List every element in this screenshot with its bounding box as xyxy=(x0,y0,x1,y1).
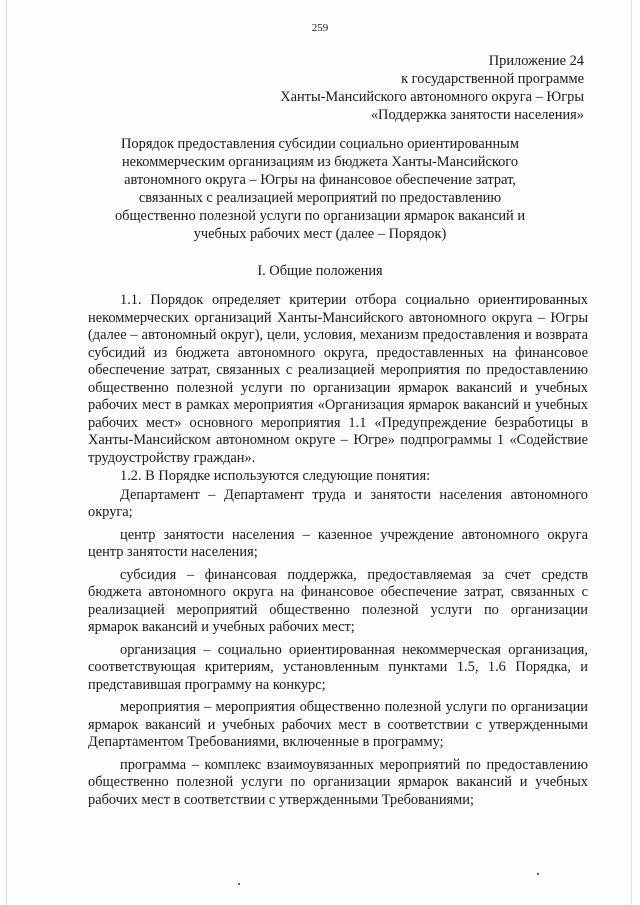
definition-subsidy: субсидия – финансовая поддержка, предоставляемая за счет средств бюджета автономного округа на финансовое обеспечение затрат, связанных с реализацией мероприятий общественно полезной услуги по организации ярмарок вакансий и учебных рабочих мест; xyxy=(88,566,588,635)
definition-activities: мероприятия – мероприятия общественно полезной услуги по организации ярмарок вакансий и учебных рабочих мест в соответствии с утвержденными Департаментом Требованиями, включенные в программу; xyxy=(88,699,588,750)
definition-organization: организация – социально ориентированная некоммерческая организация, соответствующая критериям, установленным пунктами 1.5, 1.6 Порядка, и представившая программу на конкурс; xyxy=(88,641,588,693)
appendix-line-4: «Поддержка занятости населения» xyxy=(370,107,584,123)
appendix-line-3: Ханты-Мансийского автономного округа – Югры xyxy=(280,89,584,105)
scan-edge-right xyxy=(631,0,632,905)
definition-employment-center: центр занятости населения – казенное учреждение автономного округа центр занятости населения; xyxy=(88,526,588,560)
appendix-header xyxy=(280,52,584,124)
section-heading: I. Общие положения xyxy=(257,263,383,279)
definition-program: программа – комплекс взаимоувязанных мероприятий по предоставлению общественно полезной услуги по организации ярмарок вакансий и учебных рабочих мест в соответствии с утвержденными Требованиями; xyxy=(88,756,588,808)
document-title: Порядок предоставления субсидии социально ориентированным некоммерческим организациям из бюджета Ханты-Мансийского автономного округа – Югры на финансовое обеспечение затрат, связанных с реализацией мероприятий по предоставлению общественно полезной услуги по организации ярмарок вакансий и учебных рабочих мест (далее – Порядок) xyxy=(114,136,526,242)
appendix-line-2: к государственной программе xyxy=(401,71,584,87)
page-number: 259 xyxy=(311,22,329,34)
definition-department: Департамент – Департамент труда и занятости населения автономного округа; xyxy=(88,486,588,520)
paragraph-1-1: 1.1. Порядок определяет критерии отбора социально ориентированных некоммерческих организаций Ханты-Мансийского автономного округа – Югры (далее – автономный округ), цели, условия, механизм предоставления и возврата субсидий из бюджета автономного округа, предоставленных на финансовое обеспечение затрат, связанных с реализацией мероприятия по предоставлению общественно полезной услуги по организации ярмарок вакансий и учебных рабочих мест в рамках мероприятия «Организация ярмарок вакансий и учебных рабочих мест» основного мероприятия 1.1 «Предупреждение безработицы в Ханты-Мансийском автономном округе – Югре» подпрограммы 1 «Содействие трудоустройству граждан». xyxy=(88,292,588,466)
scan-edge-left xyxy=(6,0,7,905)
paragraph-1-2: 1.2. В Порядке используются следующие понятия: xyxy=(120,468,431,484)
document-body xyxy=(88,292,588,814)
scan-speck xyxy=(238,883,240,885)
scan-speck xyxy=(537,873,539,875)
appendix-line-1: Приложение 24 xyxy=(488,53,584,69)
